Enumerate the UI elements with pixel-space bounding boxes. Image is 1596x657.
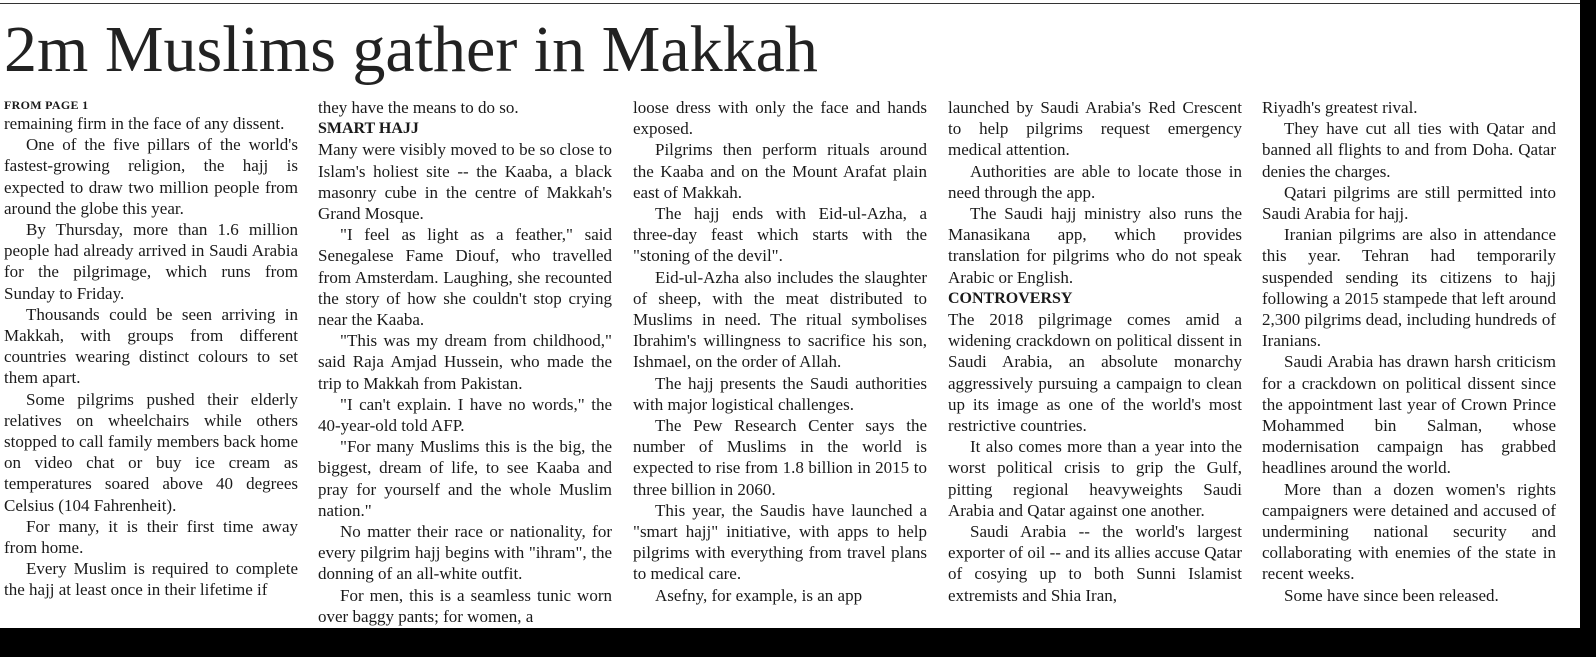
paragraph: launched by Saudi Arabia's Red Crescent to help pilgrims request emergency medical attention. <box>948 98 1242 160</box>
paragraph: Eid-ul-Azha also includes the slaughter of sheep, with the meat distributed to Muslims in need. The ritual symbolises Ibrahim's willingness to sacrifice his son, Ishmael, on the order of Allah. <box>633 267 927 372</box>
article-column-4 <box>948 97 1242 630</box>
paragraph: Thousands could be seen arriving in Makkah, with groups from different countries wearing distinct colours to set them apart. <box>4 304 298 388</box>
headline: 2m Muslims gather in Makkah <box>4 13 818 86</box>
paragraph: The Saudi hajj ministry also runs the Manasikana app, which provides translation for pilgrims who do not speak Arabic or English. <box>948 204 1242 287</box>
paragraph: They have cut all ties with Qatar and banned all flights to and from Doha. Qatar denies the charges. <box>1262 119 1556 181</box>
paragraph: "I feel as light as a feather," said Senegalese Fame Diouf, who travelled from Amsterdam. Laughing, she recounted the story of how she couldn't stop crying near the Kaaba. <box>318 225 612 330</box>
paragraph: Saudi Arabia has drawn harsh criticism for a crackdown on political dissent since the appointment last year of Crown Prince Mohammed bin Salman, whose modernisation campaign has grabbed headlines around the world. <box>1262 352 1556 478</box>
scan-bottom-border <box>0 628 1596 657</box>
paragraph: remaining firm in the face of any dissent. <box>4 114 285 133</box>
article-column-3 <box>633 97 927 630</box>
paragraph: For many, it is their first time away from home. <box>4 516 298 558</box>
paragraph: "I can't explain. I have no words," the 40-year-old told AFP. <box>318 394 612 436</box>
scan-right-border <box>1580 0 1596 657</box>
article-column-2 <box>318 97 612 630</box>
paragraph: Some pilgrims pushed their elderly relatives on wheelchairs while others stopped to call family members back home on video chat or buy ice cream as temperatures soared above 40 degrees Celsius (104 Fahrenheit). <box>4 389 298 515</box>
paragraph: For men, this is a seamless tunic worn over baggy pants; for women, a <box>318 585 612 626</box>
paragraph: Qatari pilgrims are still permitted into Saudi Arabia for hajj. <box>1262 182 1556 224</box>
article-column-1 <box>4 97 298 630</box>
top-rule <box>0 3 1596 4</box>
paragraph: The Pew Research Center says the number of Muslims in the world is expected to rise from 1.8 billion in 2015 to three billion in 2060. <box>633 416 927 499</box>
paragraph: Saudi Arabia -- the world's largest exporter of oil -- and its allies accuse Qatar of cosying up to both Sunni Islamist extremists and Shia Iran, <box>948 522 1242 605</box>
paragraph: Iranian pilgrims are also in attendance this year. Tehran had temporarily suspended sending its citizens to hajj following a 2015 stampede that left around 2,300 pilgrims dead, including hundreds of Iranians. <box>1262 225 1556 351</box>
folio-label: FROM PAGE 1 <box>4 98 89 112</box>
paragraph: they have the means to do so. <box>318 98 519 117</box>
paragraph: The 2018 pilgrimage comes amid a widening crackdown on political dissent in Saudi Arabia, an absolute monarchy aggressively pursuing a campaign to clean up its image as one of the world's most restrictive countries. <box>948 310 1242 436</box>
paragraph: No matter their race or nationality, for every pilgrim hajj begins with "ihram", the donning of an all-white outfit. <box>318 522 612 584</box>
paragraph: By Thursday, more than 1.6 million people had already arrived in Saudi Arabia for the pilgrimage, which runs from Sunday to Friday. <box>4 220 298 303</box>
paragraph: More than a dozen women's rights campaigners were detained and accused of undermining national security and collaborating with enemies of the state in recent weeks. <box>1262 479 1556 584</box>
paragraph: Authorities are able to locate those in need through the app. <box>948 161 1242 202</box>
paragraph: Some have since been released. <box>1284 585 1499 605</box>
paragraph: Pilgrims then perform rituals around the Kaaba and on the Mount Arafat plain east of Makkah. <box>633 140 927 202</box>
paragraph: "For many Muslims this is the big, the biggest, dream of life, to see Kaaba and pray for yourself and the whole Muslim nation." <box>318 437 612 520</box>
article-column-5 <box>1262 97 1556 630</box>
subheading-smart-hajj: SMART HAJJ <box>318 120 419 138</box>
paragraph: Riyadh's greatest rival. <box>1262 98 1418 117</box>
paragraph: loose dress with only the face and hands exposed. <box>633 98 927 139</box>
paragraph: It also comes more than a year into the worst political crisis to grip the Gulf, pitting regional heavyweights Saudi Arabia and Qatar against one another. <box>948 437 1242 520</box>
paragraph: Many were visibly moved to be so close to Islam's holiest site -- the Kaaba, a black masonry cube in the centre of Makkah's Grand Mosque. <box>318 140 612 224</box>
paragraph: "This was my dream from childhood," said Raja Amjad Hussein, who made the trip to Makkah from Pakistan. <box>318 331 612 393</box>
paragraph: Asefny, for example, is an app <box>655 585 863 605</box>
subheading-controversy: CONTROVERSY <box>948 289 1073 307</box>
paragraph: The hajj ends with Eid-ul-Azha, a three-day feast which starts with the "stoning of the devil". <box>633 204 927 266</box>
paragraph: Every Muslim is required to complete the hajj at least once in their lifetime if <box>4 559 298 600</box>
paragraph: This year, the Saudis have launched a "smart hajj" initiative, with apps to help pilgrims with everything from travel plans to medical care. <box>633 500 927 584</box>
paragraph: The hajj presents the Saudi authorities with major logistical challenges. <box>633 373 927 414</box>
paragraph: One of the five pillars of the world's fastest-growing religion, the hajj is expected to draw two million people from around the globe this year. <box>4 135 298 218</box>
